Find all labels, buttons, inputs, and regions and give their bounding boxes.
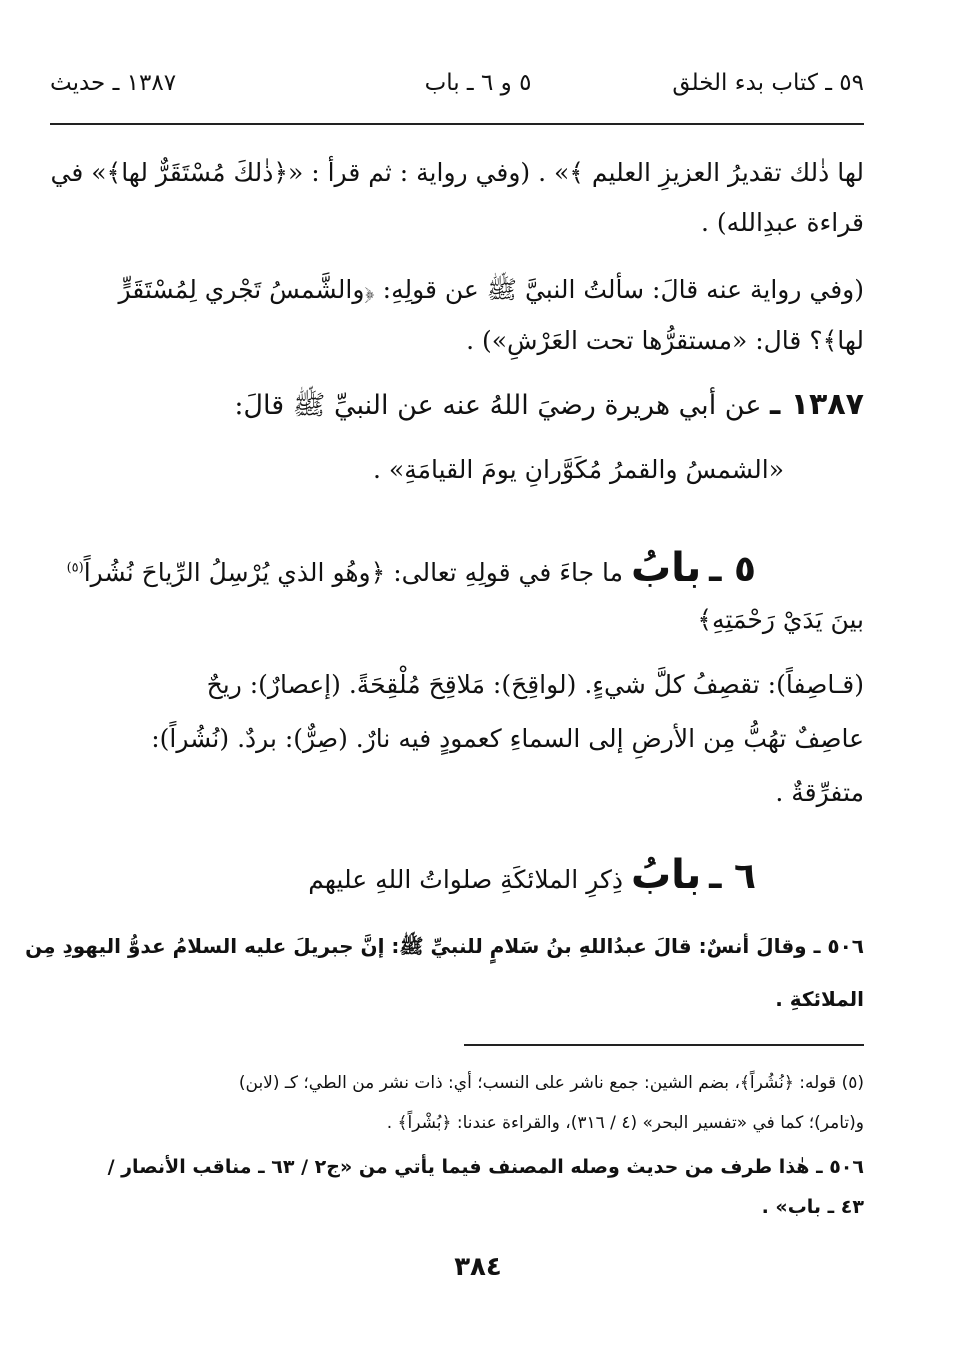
hadith-text: عن أبي هريرة رضيَ اللهُ عنه عن النبيِّ ﷺ قالَ: — [234, 390, 762, 421]
chapter-word: بابُ — [630, 852, 702, 898]
chapter-title: ذِكرِ الملائكَةِ صلواتُ اللهِ عليهم — [308, 865, 624, 894]
hadith-text: «الشمسُ والقمرُ مُكَوَّرانِ يومَ القيامَةِ» . — [373, 455, 784, 484]
chapter-heading — [67, 545, 756, 591]
chapter-title: ما جاءَ في قولِهِ تعالى: ﴿وهُو الذي يُرْسِلُ الرِّياحَ نُشُراً — [83, 558, 624, 587]
header-hadith-range: ١٣٨٧ ـ حديث — [50, 70, 177, 96]
chapter-number: ٥ ـ — [709, 549, 756, 590]
text-line: لها ذٰلك تقديرُ العزيزِ العليم ﴾» . (وفي رواية : ثم قرأ : «﴿ذٰلكَ مُسْتَقَرٌّ لها﴾» في — [50, 158, 864, 187]
footnote-line: (٥) قوله: ﴿نُشُراً﴾، بضم الشين: جمع ناشر على النسب؛ أي: ذات نشر من الطي؛ كـ (لابن) — [238, 1073, 864, 1093]
chapter-title: بينَ يَدَيْ رَحْمَتِهِ﴾ — [697, 605, 864, 634]
footnote-line: و(تامر)؛ كما في «تفسير البحر» (٤ / ٣١٦)، والقراءة عندنا: ﴿بُشْراً﴾ . — [386, 1113, 864, 1133]
hadith-text: ٥٠٦ ـ وقالَ أنسٌ: قالَ عبدُاللهِ بنُ سَلامٍ للنبيِّ ﷺ: إنَّ جبريلَ عليه السلامُ عدوُّ اليهودِ مِن — [25, 934, 864, 958]
footnote-line: ٥٠٦ ـ هٰذا طرف من حديث وصله المصنف فيما يأتي من «ج٢ / ٦٣ ـ مناقب الأنصار / — [107, 1156, 864, 1178]
text-line: (قـاصِفاً): تقصِفُ كلَّ شيءٍ. (لواقِحَ): مَلاقِحَ مُلْقِحَةً. (إعصارٌ): ريحٌ — [206, 670, 864, 699]
chapter-number: ٦ ـ — [709, 856, 756, 897]
chapter-heading — [308, 852, 756, 898]
hadith-entry — [234, 387, 864, 428]
footnote-ref: (٥) — [66, 560, 84, 576]
page-number: ٣٨٤ — [454, 1252, 502, 1282]
text-line: لها﴾؟ قال: «مستقرُّها تحت العَرْشِ») . — [466, 326, 864, 355]
text-line: متفرِّقةٌ . — [775, 778, 864, 807]
header-section: ٥ و ٦ ـ باب — [424, 70, 532, 96]
footnote-line: ٤٣ ـ باب» . — [761, 1196, 864, 1218]
hadith-text: الملائكةِ . — [775, 987, 864, 1011]
text-line: عاصِفٌ تهُبُّ مِن الأرضِ إلى السماءِ كعمودٍ فيه نارٌ. (صِرٌّ): بردٌ. (نُشُراً): — [151, 724, 864, 753]
text-line: (وفي رواية عنه قالَ: سألتُ النبيَّ ﷺ عن قولِهِ: ﴿والشَّمسُ تَجْري لِمُسْتَقَرٍّ — [118, 275, 864, 304]
hadith-number: ١٣٨٧ ـ — [770, 387, 864, 422]
footnote-rule — [464, 1044, 864, 1046]
text-line: قراءة عبدِالله) . — [701, 208, 864, 237]
chapter-word: بابُ — [630, 545, 702, 591]
header-chapter: ٥٩ ـ كتاب بدء الخلق — [672, 70, 864, 96]
header-rule — [50, 123, 864, 125]
